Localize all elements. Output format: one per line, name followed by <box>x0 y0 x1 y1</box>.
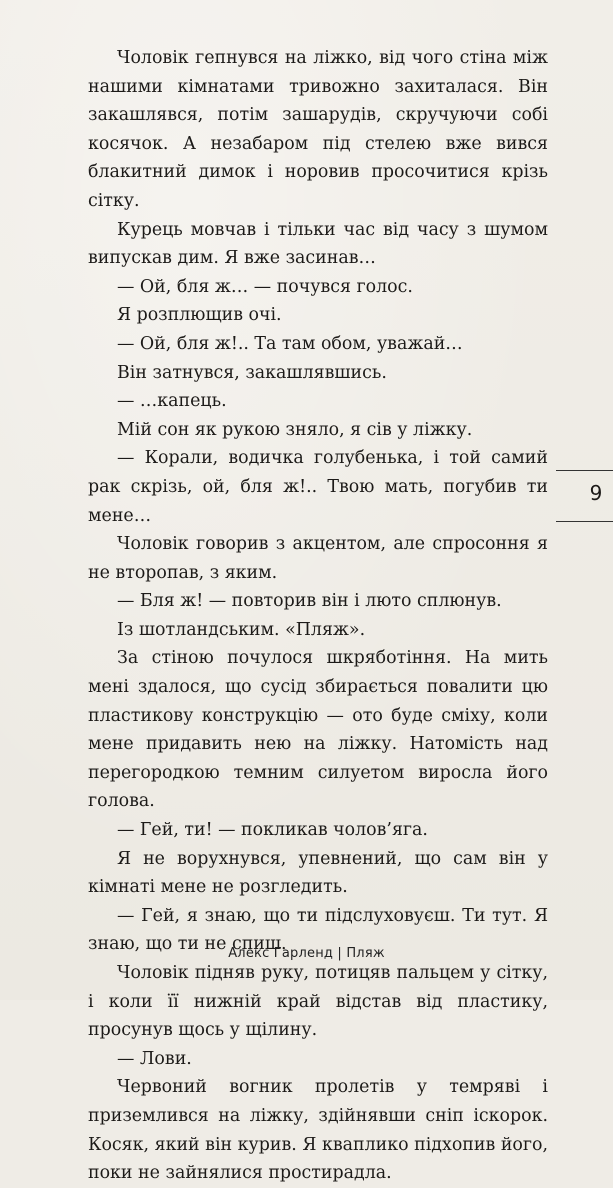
paragraph: — Ой, бля ж… — почувся голос. <box>117 276 413 297</box>
paragraph: Чоловік гепнувся на ліжко, від чого стіна між нашими кімнатами тривожно захиталася. Він закашлявся, потім зашарудів, скручуючи собі косячок. А незабаром під стелею вже вився блакитний димок і норовив просочитися крізь сітку. <box>88 48 548 211</box>
paragraph: — Ой, бля ж!.. Та там обом, уважай… <box>117 333 463 354</box>
page-number-marker <box>556 470 613 522</box>
paragraph: — Лови. <box>117 1048 192 1069</box>
divider <box>556 521 613 522</box>
paragraph: — Корали, водичка голубенька, і той самий рак скрізь, ой, бля ж!.. Твою мать, погубив ти мене… <box>88 448 548 526</box>
paragraph: Я не ворухнувся, упевнений, що сам він у кімнаті мене не розгледить. <box>88 848 548 898</box>
paragraph: Курець мовчав і тільки час від часу з шумом випускав дим. Я вже засинав… <box>88 219 548 269</box>
paragraph: Червоний вогник пролетів у темряві і приземлився на ліжку, здійнявши сніп іскорок. Косяк, який він курив. Я кваплико підхопив його, поки не зайнялися простирадла. <box>88 1077 548 1184</box>
page-number: 9 <box>589 481 603 505</box>
paragraph: — …капець. <box>117 391 227 412</box>
divider <box>556 470 613 471</box>
paragraph: Мій сон як рукою зняло, я сів у ліжку. <box>117 419 473 440</box>
paragraph: Я розплющив очі. <box>117 305 282 326</box>
paragraph: — Бля ж! — повторив він і люто сплюнув. <box>117 591 502 612</box>
body-text <box>88 44 548 1188</box>
paragraph: Він затнувся, закашлявшись. <box>117 362 387 383</box>
running-footer: Алекс Гарленд | Пляж <box>228 946 385 961</box>
paragraph: За стіною почулося шкряботіння. На мить мені здалося, що сусід збирається повалити цю пластикову конструкцію — ото буде сміху, коли мене придавить нею на ліжку. Натомість над перегородкою темним силуетом виросла його голова. <box>88 648 548 812</box>
paragraph: — Гей, ти! — покликав чолов’яга. <box>117 820 428 841</box>
paragraph: Чоловік підняв руку, потицяв пальцем у сітку, і коли її нижній край відстав від пластику, просунув щось у щілину. <box>88 963 548 1041</box>
paragraph: Чоловік говорив з акцентом, але спросоння я не второпав, з яким. <box>88 534 548 583</box>
paragraph: — Гей, я знаю, що ти підслуховуєш. Ти тут. Я знаю, що ти не спиш. <box>88 905 548 955</box>
paragraph: Із шотландським. «Пляж». <box>117 619 366 640</box>
